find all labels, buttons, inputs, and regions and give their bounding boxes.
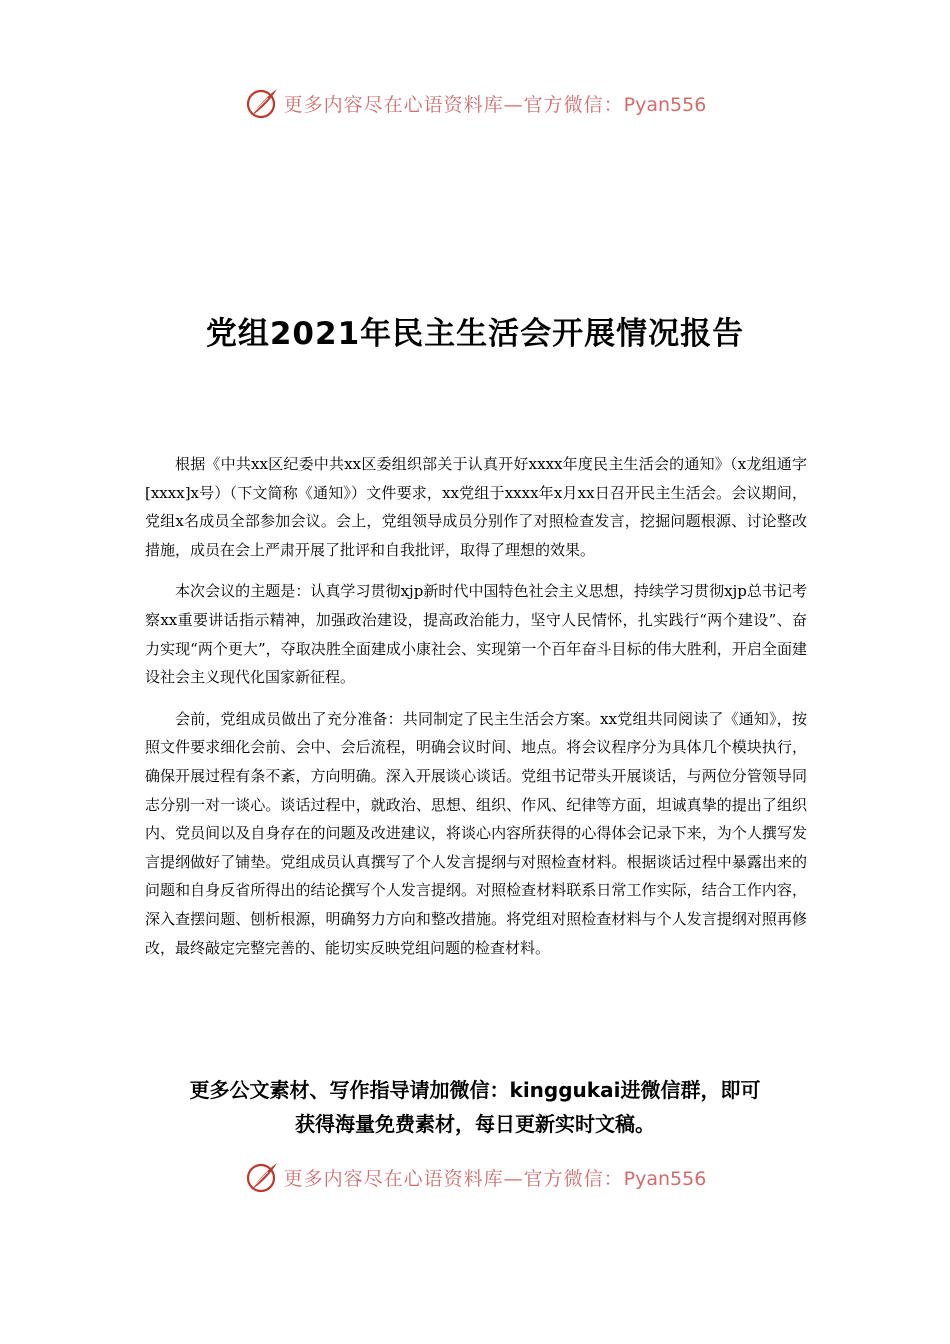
promo-line-2: 获得海量免费素材，每日更新实时文稿。 — [295, 1112, 655, 1136]
watermark-wechat-id: Pyan556 — [623, 93, 707, 116]
promo-line-1: 更多公文素材、写作指导请加微信：kinggukai进微信群，即可 — [189, 1078, 761, 1102]
paragraph-1: 根据《中共xx区纪委中共xx区委组织部关于认真开好xxxx年度民主生活会的通知》（x龙组通字[xxxx]x号）（下文简称《通知》）文件要求，xx党组于xxxx年x月xx日召开民主生活会。会议期间，党组x名成员全部参加会议。会上，党组领导成员分别作了对照检查发言，挖掘问题根源、讨论整改措施，成员在会上严肃开展了批评和自我批评，取得了理想的效果。 — [145, 455, 807, 559]
promo-block — [0, 1073, 950, 1141]
quill-logo-icon — [244, 85, 280, 121]
paragraph-3: 会前，党组成员做出了充分准备：共同制定了民主生活会方案。xx党组共同阅读了《通知》，按照文件要求细化会前、会中、会后流程，明确会议时间、地点。将会议程序分为具体几个模块执行，确保开展过程有条不紊，方向明确。深入开展谈心谈话。党组书记带头开展谈话，与两位分管领导同志分别一对一谈心。谈话过程中，就政治、思想、组织、作风、纪律等方面，坦诚真挚的提出了组织内、党员间以及自身存在的问题及改进建议，将谈心内容所获得的心得体会记录下来，为个人撰写发言提纲做好了铺垫。党组成员认真撰写了个人发言提纲与对照检查材料。根据谈话过程中暴露出来的问题和自身反省所得出的结论撰写个人发言提纲。对照检查材料联系日常工作实际，结合工作内容，深入查摆问题、刨析根源，明确努力方向和整改措施。将党组对照检查材料与个人发言提纲对照再修改，最终敲定完整完善的、能切实反映党组问题的检查材料。 — [145, 709, 807, 957]
document-body — [145, 450, 807, 975]
document-title: 党组2021年民主生活会开展情况报告 — [205, 316, 745, 352]
paragraph-2: 本次会议的主题是：认真学习贯彻xjp新时代中国特色社会主义思想，持续学习贯彻xjp总书记考察xx重要讲话指示精神，加强政治建设，提高政治能力，坚守人民情怀，扎实践行“两个建设”、奋力实现“两个更大”，夺取决胜全面建成小康社会、实现第一个百年奋斗目标的伟大胜利，开启全面建设社会主义现代化国家新征程。 — [145, 582, 807, 687]
quill-logo-icon — [244, 1159, 280, 1195]
header-watermark — [0, 80, 950, 126]
watermark-text: 更多内容尽在心语资料库—官方微信：Pyan556 — [283, 93, 707, 116]
watermark-wechat-id: Pyan556 — [623, 1167, 707, 1190]
footer-watermark — [0, 1154, 950, 1200]
watermark-text: 更多内容尽在心语资料库—官方微信：Pyan556 — [283, 1167, 707, 1190]
